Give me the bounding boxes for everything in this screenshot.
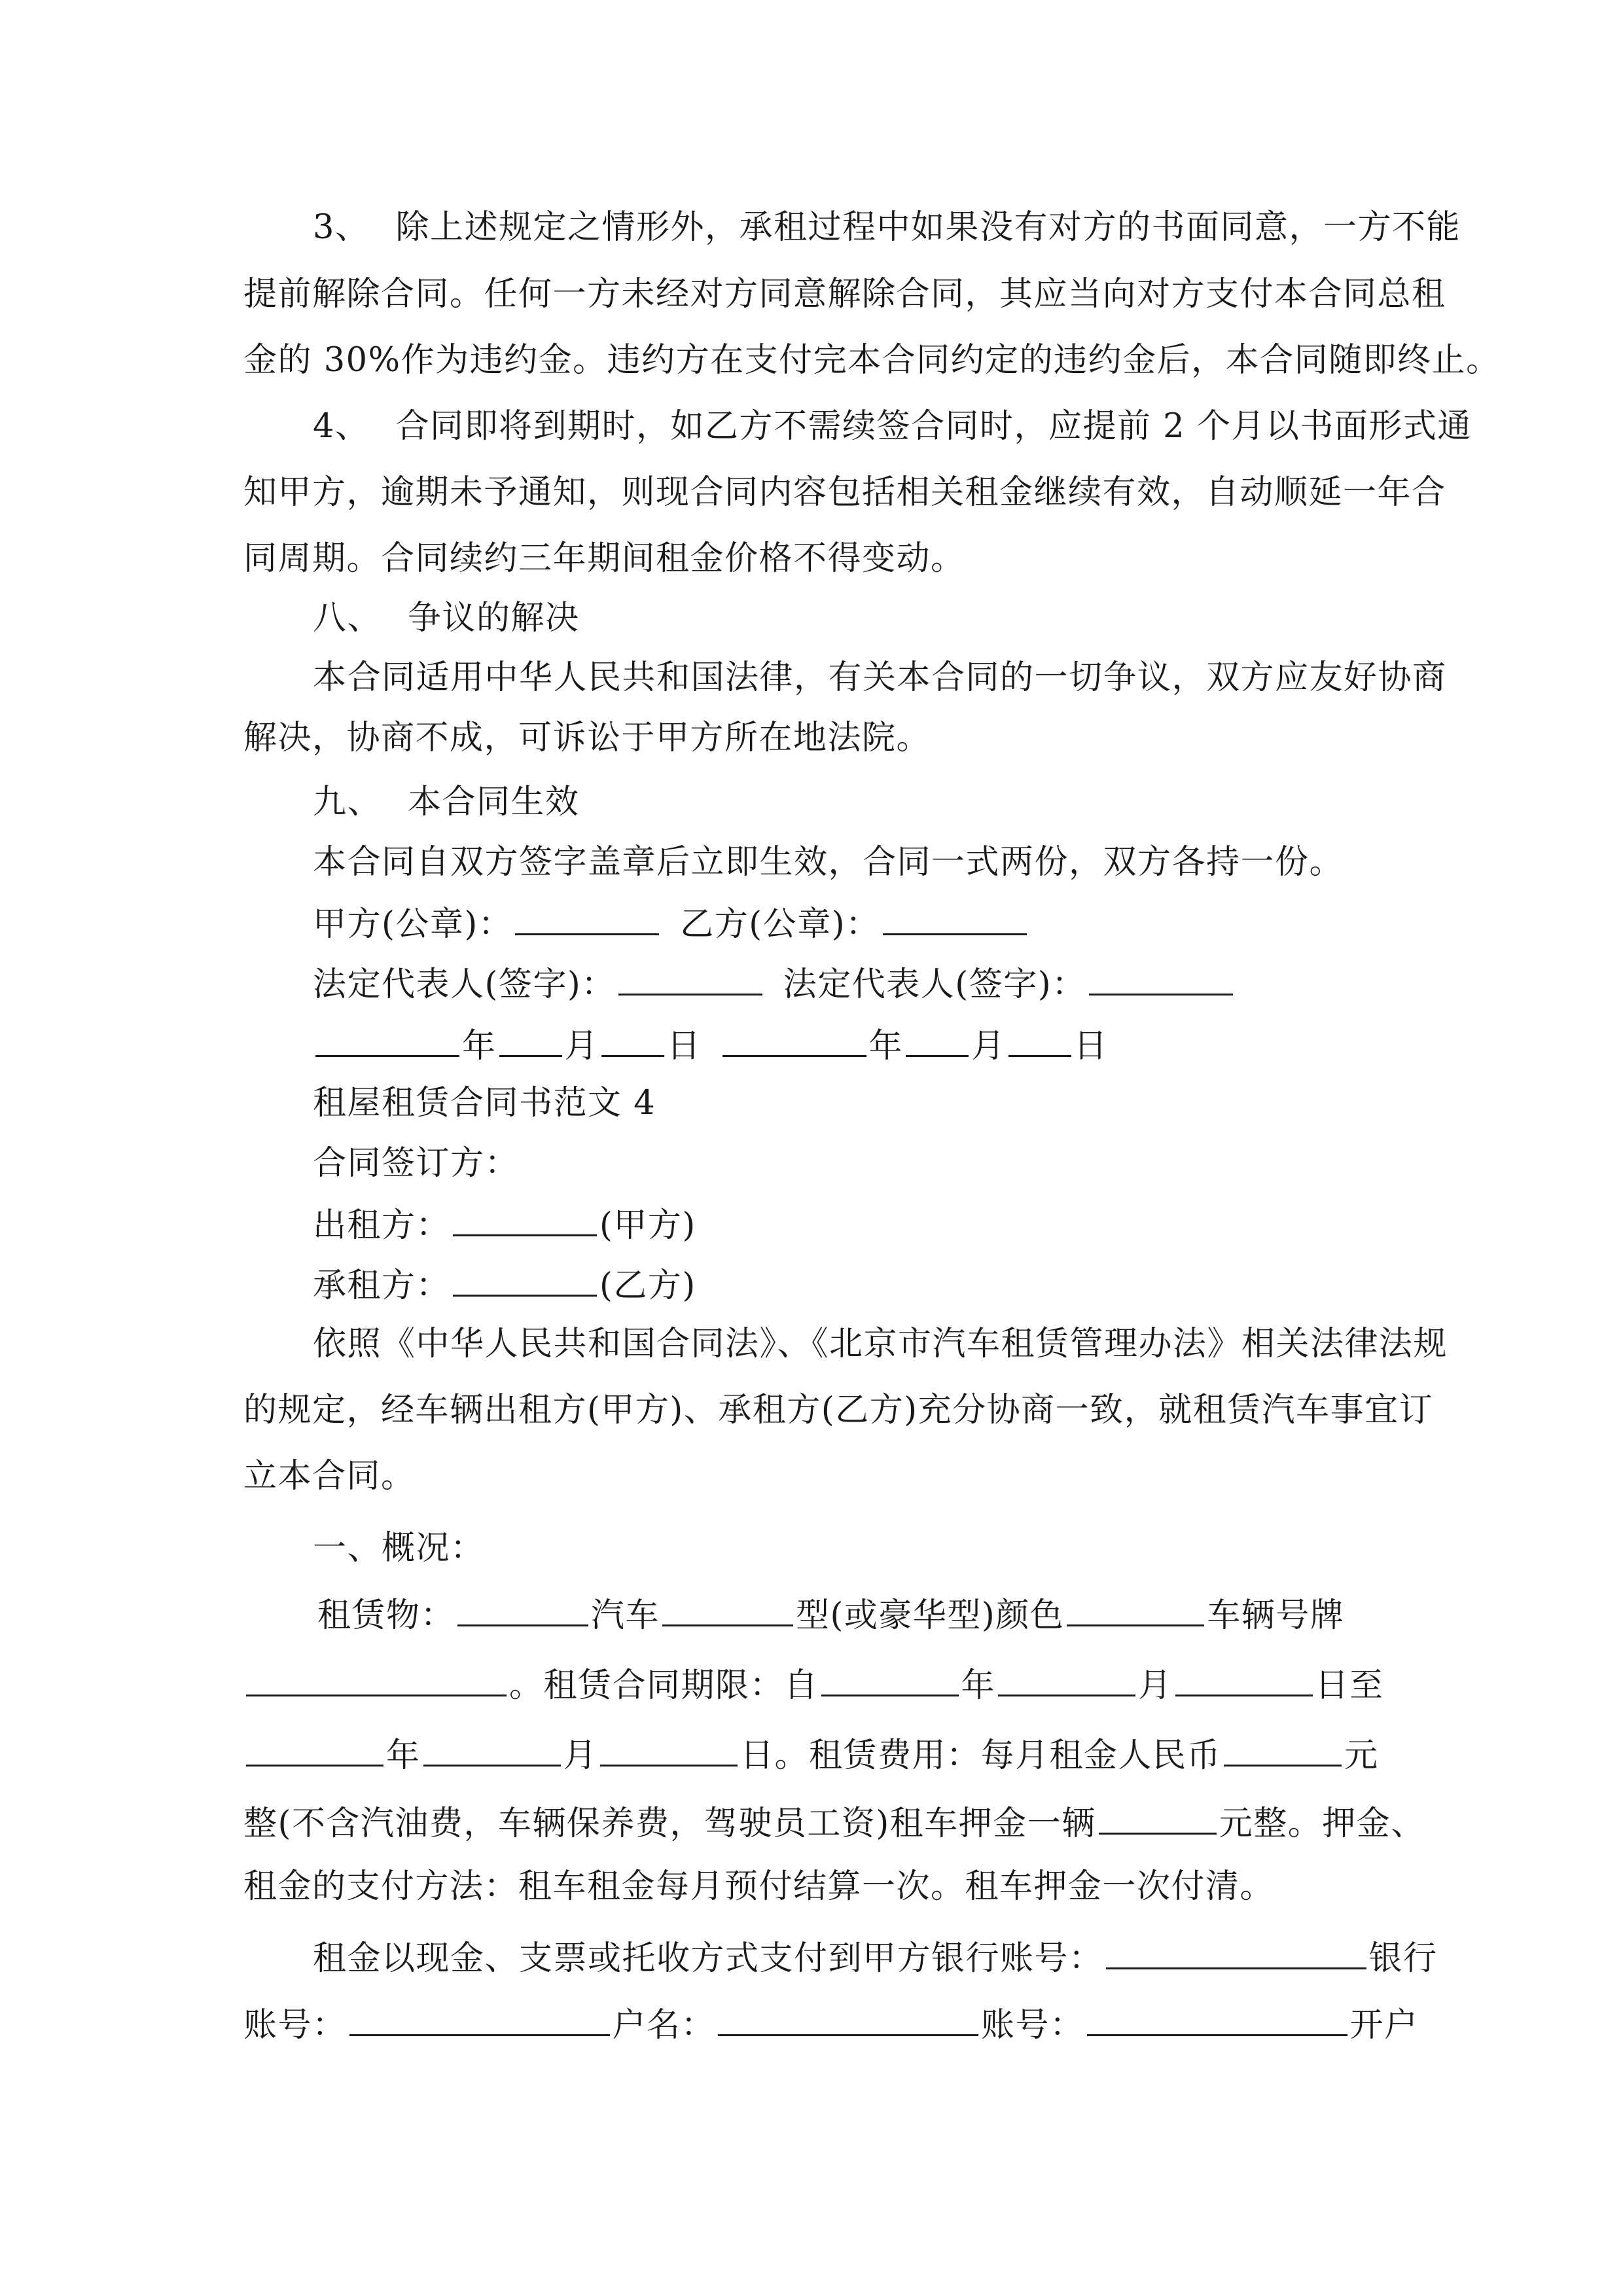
car-type-color-label: 型(或豪华型)颜色 xyxy=(796,1596,1065,1635)
account-name-blank xyxy=(718,2004,978,2036)
section-9-title: 本合同生效 xyxy=(408,783,580,821)
day-label: 日 xyxy=(1073,1027,1109,1066)
clause-4-line-1 xyxy=(313,407,1472,446)
overview-line-4 xyxy=(243,1803,1425,1844)
lessee-tag: (乙方) xyxy=(599,1266,696,1305)
party-a-seal-blank xyxy=(515,903,659,935)
account-number-blank xyxy=(1087,2004,1347,2036)
section-9-line-1: 本合同自双方签字盖章后立即生效，合同一式两份，双方各持一份。 xyxy=(313,843,1344,882)
end-day-blank xyxy=(600,1734,738,1767)
basis-line-1: 依照《中华人民共和国合同法》、《北京市汽车租赁管理办法》相关法律法规 xyxy=(313,1325,1448,1363)
month-label: 月 xyxy=(563,1736,598,1775)
payment-method-label: 租金以现金、支票或托收方式支付到甲方银行账号： xyxy=(313,1939,1103,1978)
party-a-rep-blank xyxy=(618,963,762,996)
party-b-seal-label: 乙方(公章)： xyxy=(680,905,880,944)
overview-line-2 xyxy=(243,1664,1382,1706)
lessee-line xyxy=(313,1265,1382,1306)
day-to-label: 日至 xyxy=(1315,1666,1384,1705)
lease-item-label: 租赁物： xyxy=(317,1596,455,1635)
year-label: 年 xyxy=(868,1027,904,1066)
party-b-rep-blank xyxy=(1089,963,1233,996)
party-b-rep-label: 法定代表人(签字)： xyxy=(783,965,1086,1004)
month-label: 月 xyxy=(1138,1666,1173,1705)
rent-fee-label: 日。租赁费用：每月租金人民币 xyxy=(740,1736,1222,1775)
start-year-blank xyxy=(821,1664,959,1696)
lease-term-label: 。租赁合同期限：自 xyxy=(509,1666,819,1705)
party-a-seal-label: 甲方(公章)： xyxy=(313,905,513,944)
clause-4-line-2: 知甲方，逾期未予通知，则现合同内容包括相关租金继续有效，自动顺延一年合 xyxy=(243,473,1446,512)
lessor-blank xyxy=(453,1204,597,1236)
payment-line-1 xyxy=(313,1937,1438,1979)
deposit-blank xyxy=(1099,1803,1217,1835)
plate-number-blank xyxy=(246,1664,507,1696)
yuan-label: 元 xyxy=(1344,1736,1379,1775)
clause-3-line-2: 提前解除合同。任何一方未经对方同意解除合同，其应当向对方支付本合同总租 xyxy=(243,275,1446,314)
section-1-heading: 一、概况： xyxy=(313,1529,485,1568)
year-label: 年 xyxy=(386,1736,421,1775)
section-8-line-1: 本合同适用中华人民共和国法律，有关本合同的一切争议，双方应友好协商 xyxy=(313,658,1447,697)
document-title: 租屋租赁合同书范文 4 xyxy=(313,1084,656,1122)
party-b-month-blank xyxy=(906,1025,969,1057)
overview-line-5: 租金的支付方法：租车租金每月预付结算一次。租车押金一次付清。 xyxy=(243,1867,1275,1906)
car-label: 汽车 xyxy=(591,1596,660,1635)
end-month-blank xyxy=(423,1734,561,1767)
clause-3-line-1 xyxy=(313,208,1461,247)
overview-line-1 xyxy=(317,1594,1382,1636)
account-label: 账号： xyxy=(243,2006,347,2045)
section-9-heading xyxy=(313,783,1382,822)
month-label: 月 xyxy=(971,1027,1006,1066)
month-label: 月 xyxy=(564,1027,599,1066)
section-8-number: 八、 xyxy=(313,599,382,637)
start-month-blank xyxy=(998,1664,1135,1696)
clause-4-line-3: 同周期。合同续约三年期间租金价格不得变动。 xyxy=(243,539,965,578)
overview-line-3 xyxy=(243,1734,1382,1776)
account-blank xyxy=(349,2004,610,2036)
basis-line-3: 立本合同。 xyxy=(243,1457,416,1496)
car-model-blank xyxy=(662,1594,793,1626)
basis-line-2: 的规定，经车辆出租方(甲方)、承租方(乙方)充分协商一致，就租赁汽车事宜订 xyxy=(243,1391,1434,1429)
plate-label: 车辆号牌 xyxy=(1207,1596,1345,1635)
deposit-suffix: 元整。押金、 xyxy=(1219,1804,1425,1843)
parties-label: 合同签订方： xyxy=(313,1144,520,1183)
party-b-day-blank xyxy=(1008,1025,1071,1057)
date-line xyxy=(313,1025,1382,1066)
party-b-year-blank xyxy=(722,1025,866,1057)
payment-line-2 xyxy=(243,2004,1419,2045)
clause-3-number: 3、 xyxy=(313,208,370,247)
lessee-label: 承租方： xyxy=(313,1266,451,1305)
bank-account-blank xyxy=(1106,1937,1366,1969)
account-number-label: 账号： xyxy=(981,2006,1084,2045)
car-brand-blank xyxy=(457,1594,588,1626)
lessor-line xyxy=(313,1204,1382,1246)
bank-label: 银行 xyxy=(1368,1939,1438,1978)
year-label: 年 xyxy=(462,1027,497,1066)
clause-4-text: 合同即将到期时，如乙方不需续签合同时，应提前 2 个月以书面形式通 xyxy=(395,407,1472,446)
clause-3-line-3: 金的 30%作为违约金。违约方在支付完本合同约定的违约金后，本合同随即终止。 xyxy=(243,341,1501,380)
lessee-blank xyxy=(453,1265,597,1297)
party-a-year-blank xyxy=(315,1025,459,1057)
lessor-tag: (甲方) xyxy=(599,1206,696,1245)
party-a-day-blank xyxy=(601,1025,664,1057)
account-name-label: 户名： xyxy=(612,2006,716,2045)
section-8-line-2: 解决，协商不成，可诉讼于甲方所在地法院。 xyxy=(243,719,931,757)
day-label: 日 xyxy=(667,1027,702,1066)
year-label: 年 xyxy=(961,1666,996,1705)
section-8-title: 争议的解决 xyxy=(408,599,580,637)
lessor-label: 出租方： xyxy=(313,1206,451,1245)
party-b-seal-blank xyxy=(883,903,1027,935)
monthly-rent-blank xyxy=(1224,1734,1342,1767)
seal-line xyxy=(313,903,1382,944)
deposit-label: 整(不含汽油费，车辆保养费，驾驶员工资)租车押金一辆 xyxy=(243,1804,1096,1843)
party-a-rep-label: 法定代表人(签字)： xyxy=(313,965,616,1004)
start-day-blank xyxy=(1175,1664,1313,1696)
end-year-blank xyxy=(246,1734,383,1767)
section-9-number: 九、 xyxy=(313,783,382,821)
representative-line xyxy=(313,963,1382,1005)
clause-3-text: 除上述规定之情形外，承租过程中如果没有对方的书面同意，一方不能 xyxy=(395,208,1461,247)
party-a-month-blank xyxy=(499,1025,562,1057)
section-8-heading xyxy=(313,599,1382,638)
open-account-label: 开户 xyxy=(1349,2006,1419,2045)
clause-4-number: 4、 xyxy=(313,407,370,446)
car-color-blank xyxy=(1067,1594,1204,1626)
